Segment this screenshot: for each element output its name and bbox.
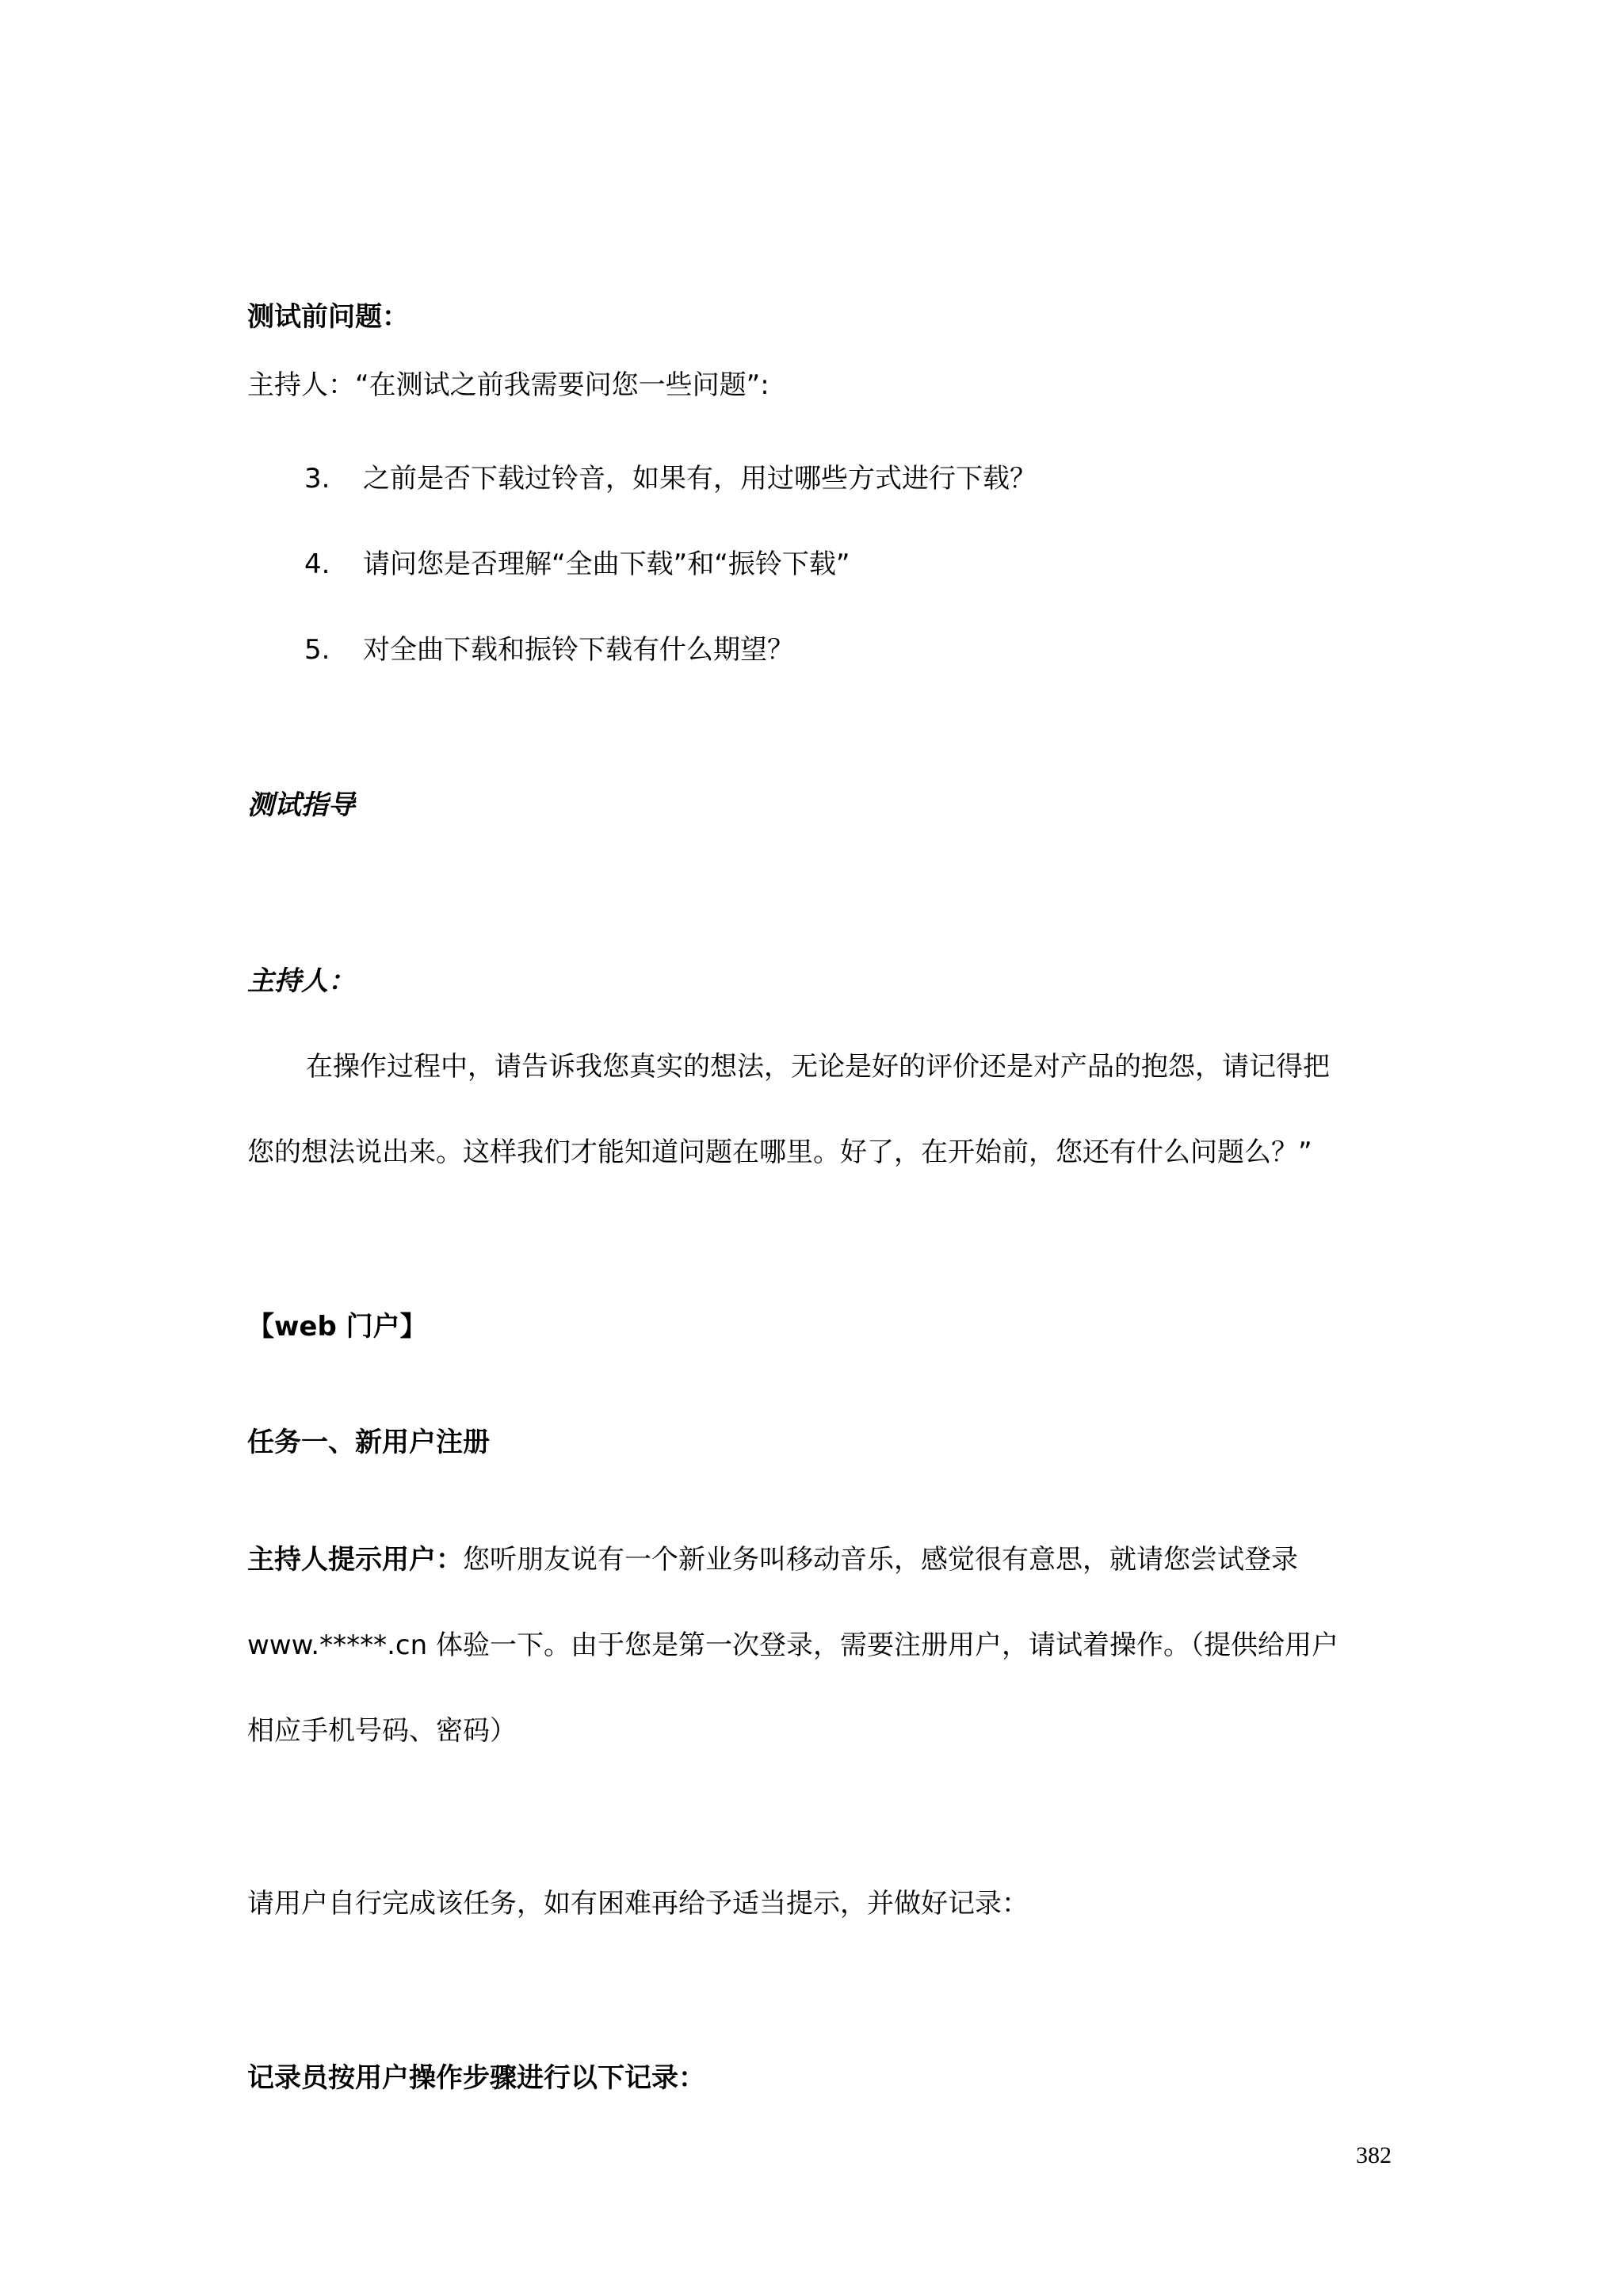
recorder-note: 记录员按用户操作步骤进行以下记录： bbox=[247, 2062, 705, 2094]
host-intro: 主持人：“在测试之前我需要问您一些问题”: bbox=[247, 369, 769, 401]
instruction-text: 请用户自行完成该任务，如有困难再给予适当提示，并做好记录： bbox=[247, 1888, 1029, 1920]
prompt-line-1 bbox=[247, 1542, 1298, 1577]
list-item-number: 5. bbox=[304, 634, 330, 666]
prompt-text: 您听朋友说有一个新业务叫移动音乐，感觉很有意思，就请您尝试登录 bbox=[463, 1544, 1298, 1576]
prompt-line-3: 相应手机号码、密码） bbox=[247, 1715, 517, 1747]
list-item-text: 请问您是否理解“全曲下载”和“振铃下载” bbox=[363, 548, 850, 580]
guide-paragraph-line-1: 在操作过程中，请告诉我您真实的想法，无论是好的评价还是对产品的抱怨，请记得把 bbox=[306, 1051, 1330, 1083]
list-item-text: 之前是否下载过铃音，如果有，用过哪些方式进行下载？ bbox=[363, 463, 1037, 495]
web-portal-heading: 【web 门户】 bbox=[247, 1311, 427, 1343]
guide-paragraph-line-2: 您的想法说出来。这样我们才能知道问题在哪里。好了，在开始前，您还有什么问题么？” bbox=[247, 1137, 1312, 1168]
host-label: 主持人： bbox=[247, 965, 355, 997]
pre-test-heading: 测试前问题： bbox=[247, 301, 409, 333]
guide-heading: 测试指导 bbox=[247, 789, 355, 821]
task1-title: 任务一、新用户注册 bbox=[247, 1427, 490, 1458]
list-item-number: 4. bbox=[304, 548, 330, 580]
list-item-text: 对全曲下载和振铃下载有什么期望？ bbox=[363, 634, 794, 666]
prompt-line-2: www.*****.cn 体验一下。由于您是第一次登录，需要注册用户，请试着操作。（提供给用户 bbox=[247, 1629, 1338, 1661]
page-number: 382 bbox=[1356, 2142, 1392, 2168]
list-item-number: 3. bbox=[304, 463, 330, 495]
prompt-label: 主持人提示用户： bbox=[247, 1544, 463, 1576]
